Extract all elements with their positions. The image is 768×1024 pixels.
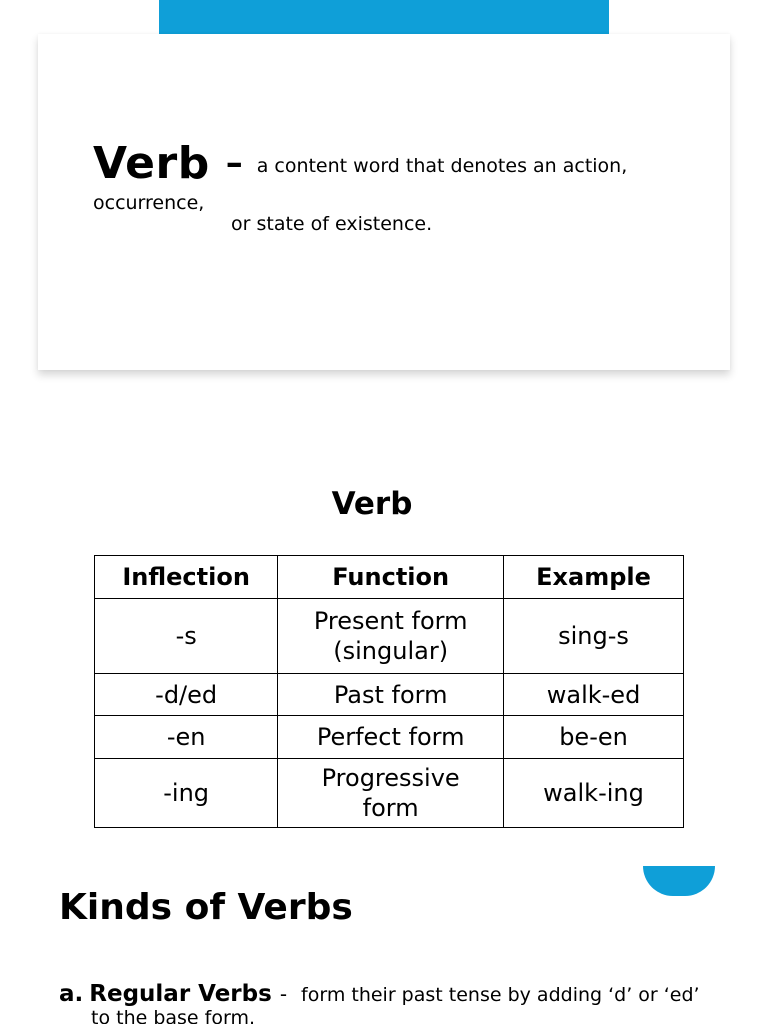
definition-term: Verb: [93, 138, 210, 189]
list-description-continued: to the base form.: [91, 1007, 256, 1024]
inflection-table: [94, 555, 684, 828]
table-row: [95, 716, 684, 759]
kinds-heading: Kinds of Verbs: [59, 887, 353, 928]
table-row: [95, 759, 684, 828]
top-accent-bar: [159, 0, 609, 34]
table-title: Verb: [331, 486, 413, 522]
list-term: Regular Verbs: [89, 981, 272, 1007]
table-row: [95, 674, 684, 716]
cell-function-line: Present form: [313, 607, 468, 635]
cell-inflection: -d/ed: [95, 674, 278, 716]
cell-function: Past form: [278, 674, 504, 716]
table-header-row: [95, 556, 684, 599]
definition-line-1: [93, 138, 627, 189]
decorative-semicircle: [643, 866, 715, 896]
header-example: Example: [504, 556, 684, 599]
definition-text-3: or state of existence.: [231, 213, 433, 235]
list-marker: a.: [59, 981, 84, 1007]
list-separator: -: [279, 982, 288, 1006]
cell-inflection: -ing: [95, 759, 278, 828]
cell-function: [278, 599, 504, 674]
cell-function: [278, 759, 504, 828]
header-function: Function: [278, 556, 504, 599]
table-row: [95, 599, 684, 674]
cell-function-line: Progressive: [321, 764, 460, 792]
cell-function-line: (singular): [333, 637, 449, 665]
list-description: form their past tense by adding ‘d’ or ‘ed’: [301, 984, 700, 1006]
cell-inflection: -en: [95, 716, 278, 759]
cell-example: walk-ed: [504, 674, 684, 716]
cell-example: be-en: [504, 716, 684, 759]
cell-example: walk-ing: [504, 759, 684, 828]
cell-function: Perfect form: [278, 716, 504, 759]
definition-dash: –: [225, 143, 243, 183]
definition-text-1: a content word that denotes an action,: [256, 155, 628, 177]
definition-card: [38, 34, 730, 370]
header-inflection: Inflection: [95, 556, 278, 599]
cell-example: sing-s: [504, 599, 684, 674]
cell-function-line: form: [362, 794, 419, 822]
definition-text-2: occurrence,: [93, 192, 205, 214]
cell-inflection: -s: [95, 599, 278, 674]
list-item: [59, 981, 700, 1007]
